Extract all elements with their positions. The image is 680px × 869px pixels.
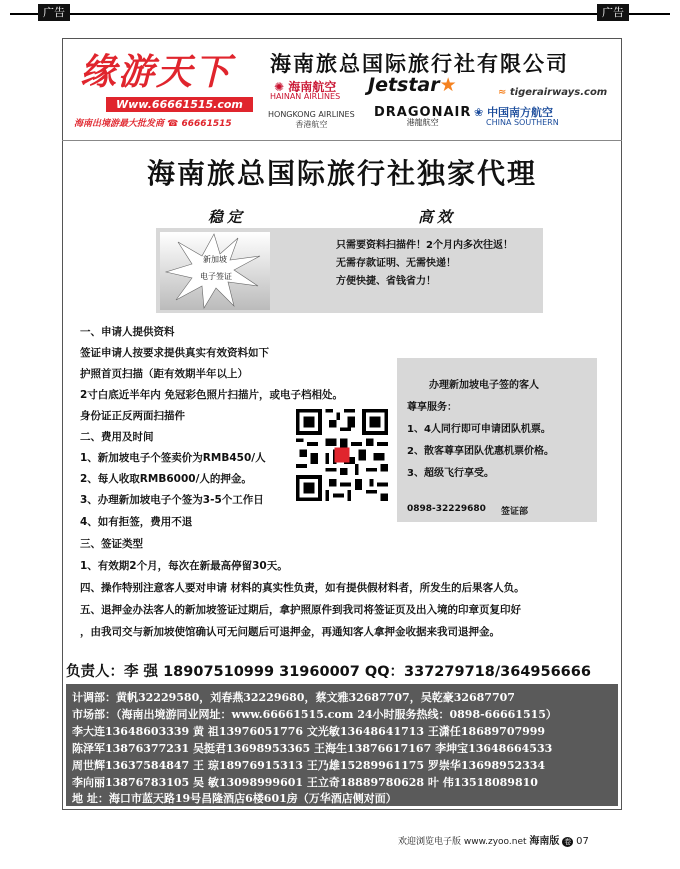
- brand-url[interactable]: Www.66661515.com: [106, 97, 253, 112]
- benefit-item: 3、超级飞行享受。: [407, 468, 494, 479]
- top-rule: [10, 13, 670, 35]
- section-line: 三、签证类型: [80, 538, 143, 550]
- brand-subtitle: [74, 116, 232, 129]
- section-line: 1、新加坡电子个签卖价为RMB450/人: [80, 452, 266, 464]
- section-line: 签证申请人按要求提供真实有效资料如下: [80, 347, 269, 359]
- brand-phone: 66661515: [181, 119, 232, 129]
- burst-line-1: 新加坡: [203, 255, 227, 264]
- benefit-box: [397, 358, 597, 522]
- footer-badge: 卷: [564, 838, 572, 846]
- tiger-airways-logo: ≈ tigerairways.com: [498, 87, 608, 98]
- csair-icon: ❀: [474, 106, 484, 119]
- contact-line: 负责人：李 强 18907510999 31960007 QQ：337279718/364956666: [66, 664, 591, 680]
- company-name: 海南旅总国际旅行社有限公司: [270, 52, 569, 76]
- ad-tag-left: 广告: [38, 4, 70, 21]
- section-line: 2寸白底近半年内 免冠彩色照片扫描片，或电子档相处。: [80, 389, 343, 401]
- brand-block: [64, 40, 266, 132]
- staff-contact-panel: [66, 684, 618, 806]
- header-divider: [62, 140, 622, 141]
- section-line: 护照首页扫描（距有效期半年以上）: [80, 368, 248, 380]
- section-line: 五、退押金办法客人的新加坡签证过期后，拿护照原件到我司将签证页及出入境的印章页复印好: [80, 604, 521, 616]
- headline: 海南旅总国际旅行社独家代理: [146, 157, 537, 190]
- star-icon: ★: [439, 74, 457, 96]
- benefit-title: 办理新加坡电子签的客人: [429, 380, 539, 391]
- tag-efficient: 高效: [418, 208, 457, 226]
- section-line: 4、如有拒签，费用不退: [80, 516, 193, 528]
- footer-edition: 海南版: [529, 836, 560, 847]
- airline-logos: [268, 74, 618, 130]
- section-line: 二、费用及时间: [80, 431, 154, 443]
- panel-line: 李向丽13876783105 吴 敏13098999601 王立奇18889780628 叶 伟13518089810: [72, 776, 538, 789]
- section-line: 2、每人收取RMB6000/人的押金。: [80, 473, 252, 485]
- tiger-icon: ≈: [498, 87, 507, 98]
- hainan-airlines-logo: ✺ 海南航空 HAINAN AIRLINES: [270, 80, 341, 101]
- benefit-dept: 签证部: [501, 507, 529, 517]
- panel-line: 周世辉13637584847 王 琼18976915313 王乃雄15289961175 罗崇华13698952334: [72, 759, 546, 772]
- section-line: 一、申请人提供资料: [80, 326, 175, 338]
- panel-line: 市场部：（海南出境游同业网址：www.66661515.com 24小时服务热线：0898-66661515）: [72, 708, 557, 721]
- page-footer: [398, 832, 589, 847]
- page-number: 07: [576, 836, 589, 847]
- brand-subtitle-text: 海南出境游最大批发商: [74, 119, 165, 129]
- panel-line: 地 址：海口市蓝天路19号昌隆酒店6楼601房（万华酒店侧对面）: [72, 792, 397, 805]
- panel-line: 陈泽军13876377231 吴挺君13698953365 王海生13876617167 李坤宝13648664533: [72, 742, 553, 755]
- section-line: ，由我司交与新加坡使馆确认可无问题后可退押金，再通知客人拿押金收据来我司退押金。: [80, 626, 500, 638]
- tag-stable: 稳定: [208, 208, 247, 226]
- brand-logo: 缘游天下: [80, 51, 233, 93]
- benefit-phone: 0898-32229680: [407, 504, 486, 514]
- feature-2: 无需存款证明、无需快递！: [336, 258, 456, 269]
- ad-tag-right: 广告: [597, 4, 629, 21]
- china-southern-logo: ❀ 中国南方航空 CHINA SOUTHERN: [474, 106, 559, 127]
- burst-line-2: 电子签证: [200, 272, 232, 281]
- feature-1: 只需要资料扫描件！2个月内多次往返！: [336, 240, 513, 251]
- section-line: 3、办理新加坡电子个签为3-5个工作日: [80, 494, 264, 506]
- hongkong-airlines-logo: HONGKONG AIRLINES 香港航空: [268, 110, 355, 129]
- section-line: 身份证正反两面扫描件: [80, 410, 185, 422]
- benefit-item: 1、4人同行即可申请团队机票。: [407, 424, 551, 435]
- panel-line: 计调部：黄帆32229580，刘春燕32229680，蔡文雅32687707，吴乾豪32687707: [72, 691, 515, 704]
- dragonair-logo: DRAGONAIR 港龍航空: [374, 105, 472, 127]
- section-line: 1、有效期2个月，每次在新最高停留30天。: [80, 560, 288, 572]
- hainan-icon: ✺: [273, 80, 284, 94]
- phone-icon: ☎: [167, 119, 179, 129]
- feature-3: 方便快捷、省钱省力！: [336, 276, 436, 287]
- footer-text: 欢迎浏览电子版 www.zyoo.net: [398, 837, 527, 847]
- section-line: 四、操作特别注意客人要对申请 材料的真实性负责，如有提供假材料者，所发生的后果客人负。: [80, 582, 525, 594]
- panel-line: 李大连13648603339 黄 祖13976051776 文光敏13648641713 王潇任18689707999: [72, 725, 546, 738]
- jetstar-logo: Jetstar★: [368, 74, 457, 96]
- qr-code-icon[interactable]: [296, 409, 388, 501]
- benefit-item: 2、散客尊享团队优惠机票价格。: [407, 446, 554, 457]
- benefit-subtitle: 尊享服务：: [407, 402, 457, 413]
